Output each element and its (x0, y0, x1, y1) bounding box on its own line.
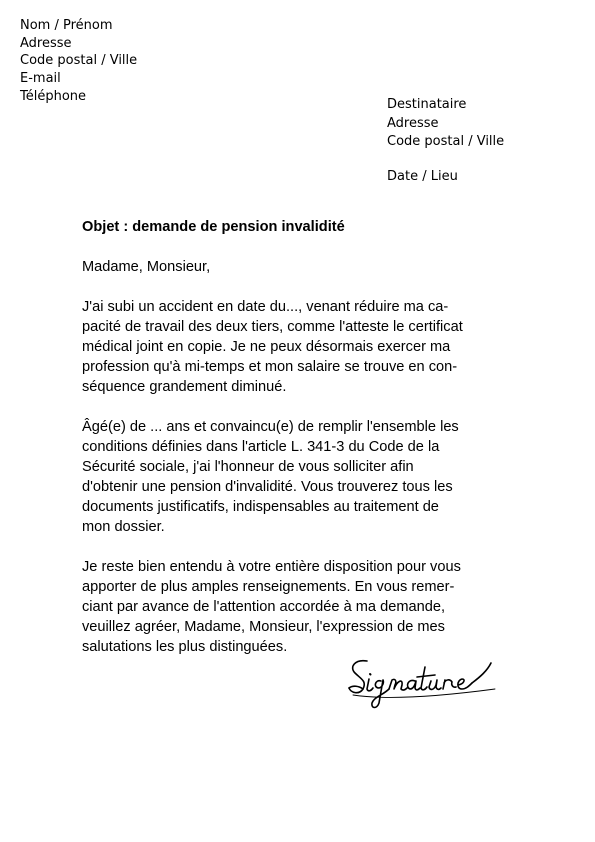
paragraph-line: documents justificatifs, indispensables au traitement de (82, 499, 439, 515)
paragraph-line: Sécurité sociale, j'ai l'honneur de vous solliciter afin (82, 459, 414, 475)
sender-postal-city: Code postal / Ville (20, 53, 138, 69)
recipient-name: Destinataire (387, 97, 467, 112)
paragraph-line: salutations les plus distinguées. (82, 639, 288, 655)
paragraph-line: Je reste bien entendu à votre entière disposition pour vous (82, 559, 461, 575)
date-place: Date / Lieu (387, 168, 458, 184)
paragraph-accident (82, 297, 512, 397)
sender-phone: Téléphone (20, 88, 87, 104)
paragraph-request (82, 417, 512, 537)
recipient-block (387, 96, 504, 186)
paragraph-line: pacité de travail des deux tiers, comme l'atteste le certificat (82, 319, 463, 335)
sender-name: Nom / Prénom (20, 18, 113, 33)
letter-body (82, 217, 512, 677)
letter-salutation: Madame, Monsieur, (82, 259, 211, 275)
paragraph-line: Âgé(e) de ... ans et convaincu(e) de remplir l'ensemble les (82, 419, 459, 435)
paragraph-line: d'obtenir une pension d'invalidité. Vous trouverez tous les (82, 479, 453, 495)
handwritten-signature (345, 655, 500, 725)
paragraph-line: J'ai subi un accident en date du..., venant réduire ma ca- (82, 299, 449, 315)
recipient-address: Adresse (387, 115, 439, 131)
paragraph-line: apporter de plus amples renseignements. En vous remer- (82, 579, 455, 595)
paragraph-line: médical joint en copie. Je ne peux désormais exercer ma (82, 339, 451, 355)
paragraph-line: conditions définies dans l'article L. 341-3 du Code de la (82, 439, 440, 455)
paragraph-closing (82, 557, 512, 657)
paragraph-line: profession qu'à mi-temps et mon salaire se trouve en con- (82, 359, 458, 375)
recipient-postal-city: Code postal / Ville (387, 134, 505, 149)
paragraph-line: ciant par avance de l'attention accordée à ma demande, (82, 599, 445, 615)
sender-block (20, 17, 137, 106)
sender-email: E-mail (20, 71, 61, 87)
letter-subject: Objet : demande de pension invalidité (82, 219, 345, 235)
paragraph-line: mon dossier. (82, 519, 165, 535)
paragraph-line: séquence grandement diminué. (82, 379, 287, 395)
sender-address: Adresse (20, 35, 72, 51)
paragraph-line: veuillez agréer, Madame, Monsieur, l'expression de mes (82, 619, 445, 635)
